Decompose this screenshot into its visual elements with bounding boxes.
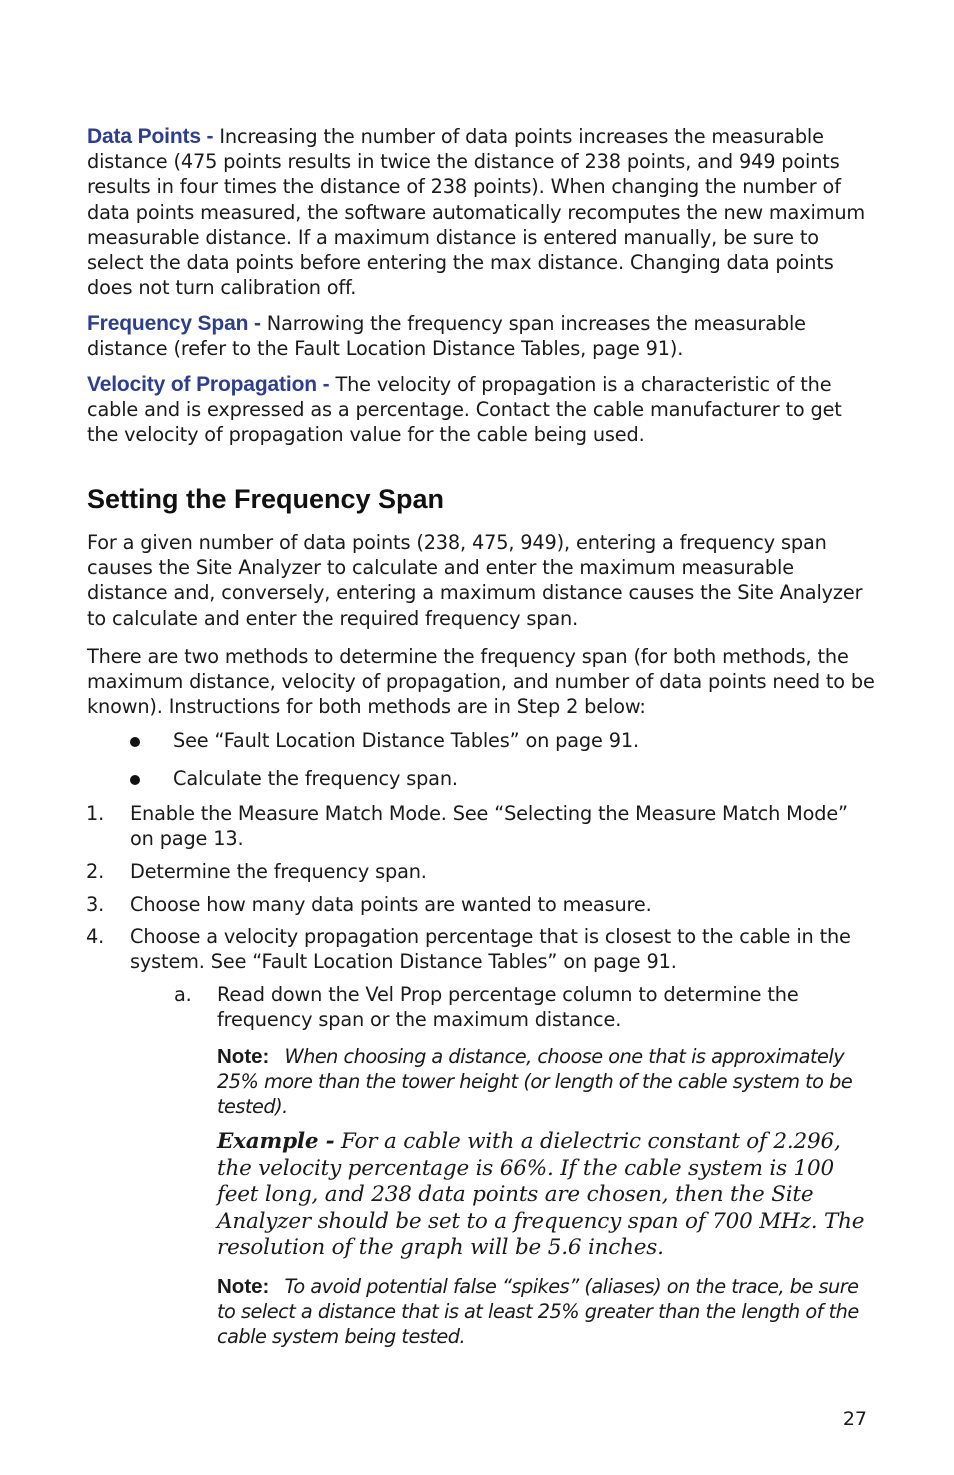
example-block <box>217 1129 877 1262</box>
step-text: Choose how many data points are wanted to measure. <box>130 893 652 916</box>
substep-letter: a. <box>174 983 192 1006</box>
definition-text: The velocity of propagation is a characteristic of the cable and is expressed as a percentage. Contact the cable manufacturer to get the velocity of propagation value for the cable being used. <box>87 373 842 447</box>
note-aliases <box>217 1274 873 1350</box>
definition-text: Increasing the number of data points increases the measurable distance (475 points results in twice the distance of 238 points, and 949 points results in four times the distance of 238 points). When changing the number of data points measured, the software automatically recomputes the new maximum measurable distance. If a maximum distance is entered manually, be sure to select the data points before entering the max distance. Changing data points does not turn calibration off. <box>87 125 866 300</box>
step-number: 3. <box>86 893 105 916</box>
page-number: 27 <box>842 1408 867 1430</box>
example-text: For a cable with a dielectric constant of 2.296, the velocity percentage is 66%. If the cable system is 100 feet long, and 238 data points are chosen, then the Site Analyzer should be set to a frequency span of 700 MHz. The resolution of the graph will be 5.6 inches. <box>217 1129 865 1260</box>
example-label: Example - <box>217 1129 335 1154</box>
methods-paragraph: There are two methods to determine the frequency span (for both methods, the maximum distance, velocity of propagation, and number of data points need to be known). Instructions for both methods are in Step 2 below: <box>87 645 875 719</box>
definition-frequency-span <box>87 311 877 361</box>
bullet-text: Calculate the frequency span. <box>173 767 458 790</box>
step-number: 2. <box>86 860 105 883</box>
definition-term: Velocity of Propagation - <box>87 373 330 396</box>
definition-data-points <box>87 124 877 300</box>
substep-text: Read down the Vel Prop percentage column to determine the frequency span or the maximum distance. <box>217 983 799 1032</box>
definition-term: Data Points - <box>87 125 214 148</box>
step-text: Choose a velocity propagation percentage that is closest to the cable in the system. See “Fault Location Distance Tables” on page 91. <box>130 925 851 974</box>
note-label: Note: <box>217 1045 270 1068</box>
step-number: 1. <box>86 802 105 825</box>
section-title: Setting the Frequency Span <box>87 484 445 514</box>
note-distance <box>217 1044 873 1120</box>
step-number: 4. <box>86 925 105 948</box>
definition-text: Narrowing the frequency span increases the measurable distance (refer to the Fault Location Distance Tables, page 91). <box>87 312 806 361</box>
bullet-text: See “Fault Location Distance Tables” on page 91. <box>173 729 639 752</box>
note-label: Note: <box>217 1275 270 1298</box>
step-text: Enable the Measure Match Mode. See “Selecting the Measure Match Mode” on page 13. <box>130 802 848 851</box>
note-text: To avoid potential false “spikes” (aliases) on the trace, be sure to select a distance that is at least 25% greater than the length of the cable system being tested. <box>217 1275 859 1349</box>
step-text: Determine the frequency span. <box>130 860 427 883</box>
note-text: When choosing a distance, choose one that is approximately 25% more than the tower height (or length of the cable system to be tested). <box>217 1045 853 1119</box>
intro-paragraph: For a given number of data points (238, 475, 949), entering a frequency span causes the Site Analyzer to calculate and enter the maximum measurable distance and, conversely, entering a maximum distance causes the Site Analyzer to calculate and enter the required frequency span. <box>87 531 863 630</box>
definition-velocity-of-propagation <box>87 372 877 448</box>
bullet-icon <box>130 737 140 747</box>
definition-term: Frequency Span - <box>87 312 261 335</box>
bullet-icon <box>130 775 140 785</box>
